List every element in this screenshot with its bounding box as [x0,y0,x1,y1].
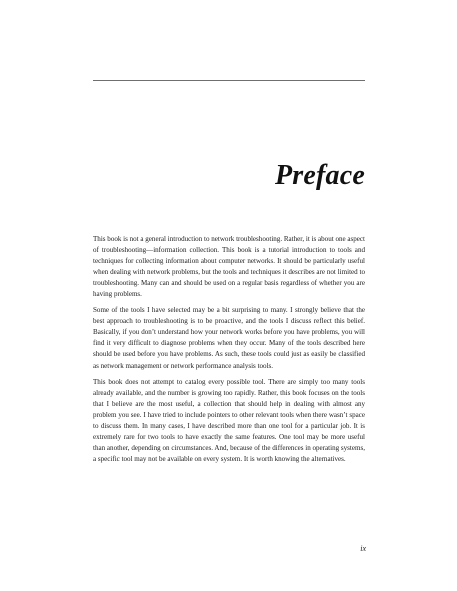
paragraph-3: This book does not attempt to catalog every possible tool. There are simply too many tools already available, and the number is growing too rapidly. Rather, this book focuses on the tools that I believe are the most useful, a collection that should help in dealing with almost any problem you see. I have tried to include pointers to other relevant tools when there wasn’t space to discuss them. In many cases, I have described more than one tool for a particular job. It is extremely rare for two tools to have exactly the same features. One tool may be more useful than another, depending on circumstances. And, because of the differences in operating systems, a specific tool may not be available on every system. It is worth knowing the alternatives. [93,377,365,463]
top-rule [93,80,365,81]
chapter-title: Preface [274,160,365,191]
body-text [93,234,365,470]
paragraph-2: Some of the tools I have selected may be a bit surprising to many. I strongly believe that the best approach to troubleshooting is to be proactive, and the tools I discuss reflect this belief. Basically, if you don’t understand how your network works before you have problems, you will find it very difficult to diagnose problems when they occur. Many of the tools described here should be used before you have problems. As such, these tools could just as easily be classified as network management or network performance analysis tools. [93,306,365,370]
page-number: ix [360,544,366,553]
paragraph-1: This book is not a general introduction to network troubleshooting. Rather, it is about one aspect of troubleshooting—information collection. This book is a tutorial introduction to tools and techniques for collecting information about computer networks. It should be particularly useful when dealing with network problems, but the tools and techniques it describes are not limited to troubleshooting. Many can and should be used on a regular basis regardless of whether you are having problems. [93,235,365,299]
